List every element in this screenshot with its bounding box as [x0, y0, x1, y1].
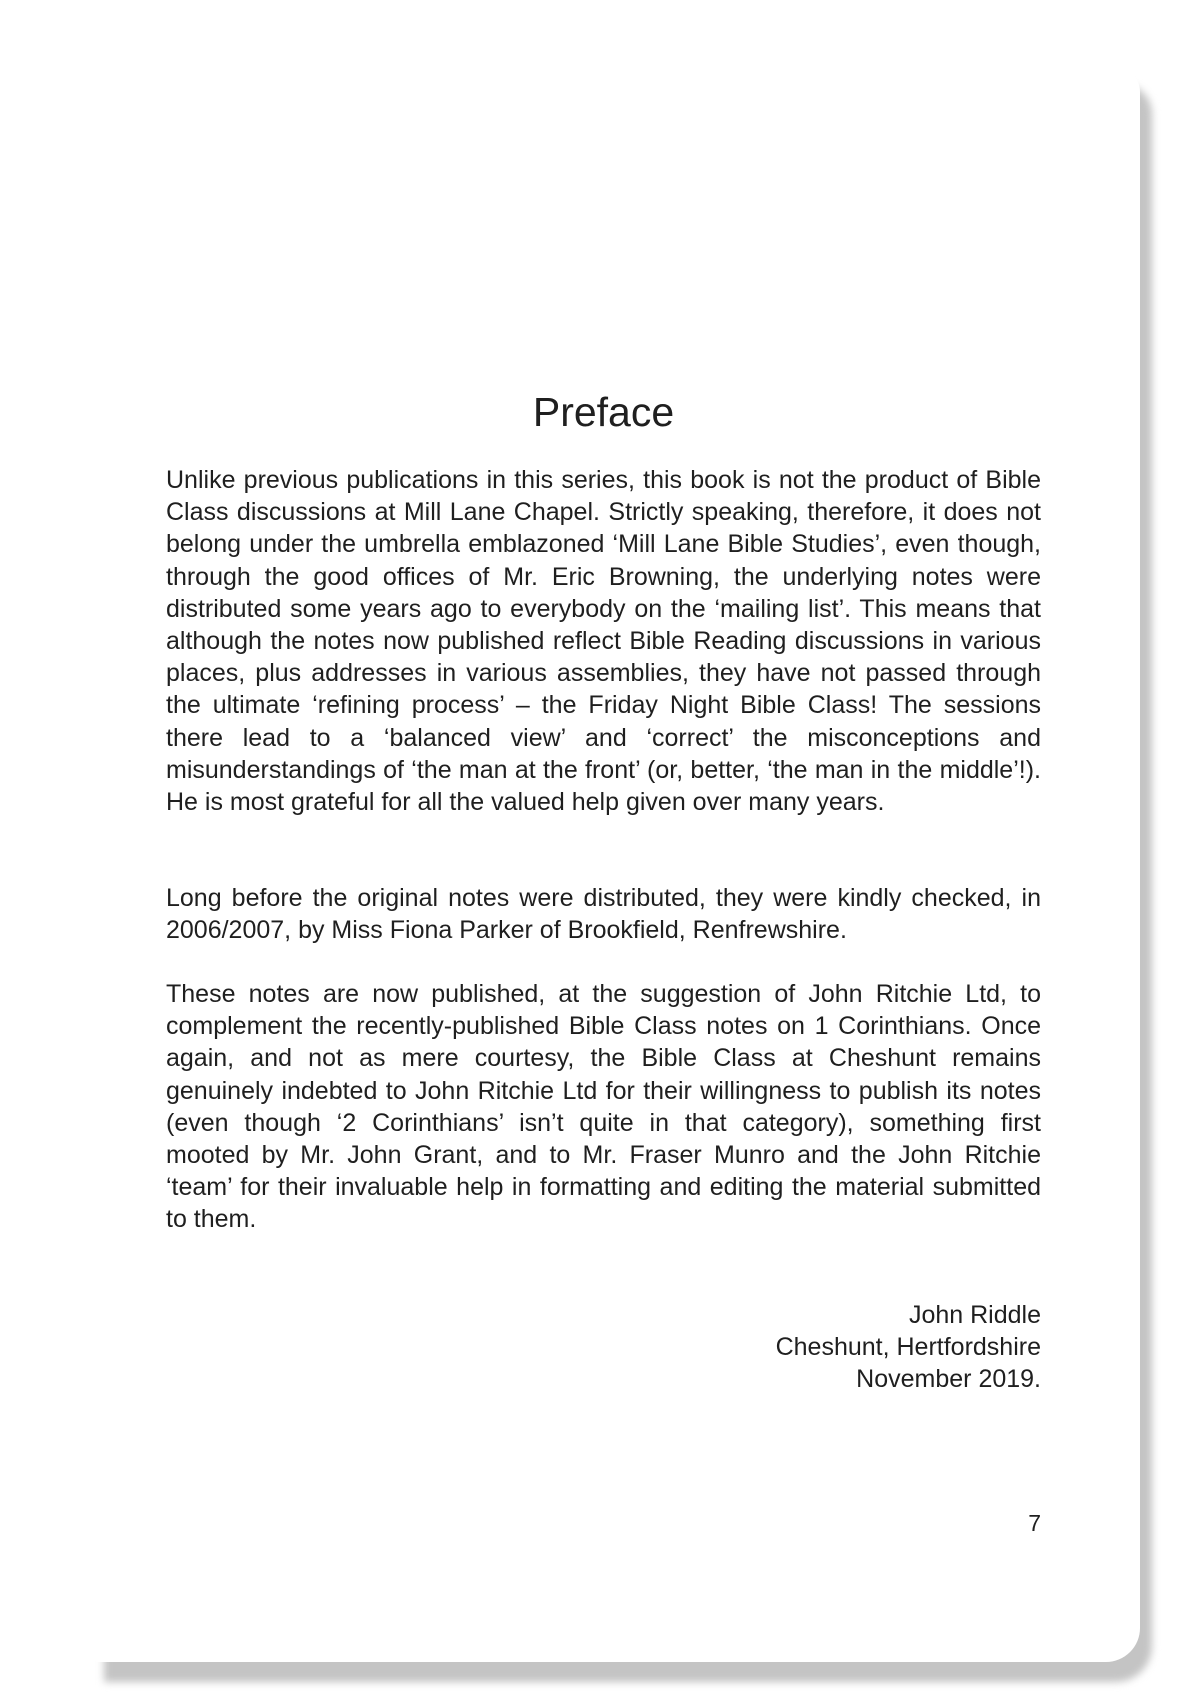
signature-name: John Riddle	[908, 1301, 1041, 1329]
document-page	[92, 66, 1140, 1662]
signature-date: November 2019.	[856, 1365, 1041, 1394]
paragraph-1: Unlike previous publications in this series, this book is not the product of Bible Class discussions at Mill Lane Chapel. Strictly speaking, therefore, it does not belong under the umbrella emblazoned ‘Mill Lane Bible Studies’, even though, through the good offices of Mr. Eric Browning, the underlying notes were distributed some years ago to everybody on the ‘mailing list’. This means that although the notes now published reflect Bible Reading discussions in various places, plus addresses in various assemblies, they have not passed through the ultimate ‘refining process’ – the Friday Night Bible Class! The sessions there lead to a ‘balanced view’ and ‘correct’ the misconceptions and misunderstandings of ‘the man at the front’ (or, better, ‘the man in the middle’!). He is most grateful for all the valued help given over many years.	[166, 466, 1041, 817]
signature-block	[166, 1299, 1041, 1396]
paragraph-2: Long before the original notes were distributed, they were kindly checked, in 2006/2007, by Miss Fiona Parker of Brookfield, Renfrewshire.	[166, 884, 1041, 945]
signature-place: Cheshunt, Hertfordshire	[775, 1333, 1041, 1362]
page-number: 7	[1028, 1510, 1041, 1536]
paragraph-3: These notes are now published, at the suggestion of John Ritchie Ltd, to complement the recently-published Bible Class notes on 1 Corinthians. Once again, and not as mere courtesy, the Bible Class at Cheshunt remains genuinely indebted to John Ritchie Ltd for their willingness to publish its notes (even though ‘2 Corinthians’ isn’t quite in that category), something first mooted by Mr. John Grant, and to Mr. Fraser Munro and the John Ritchie ‘team’ for their invaluable help in formatting and editing the material submitted to them.	[166, 980, 1041, 1234]
page-title: Preface	[532, 389, 675, 435]
